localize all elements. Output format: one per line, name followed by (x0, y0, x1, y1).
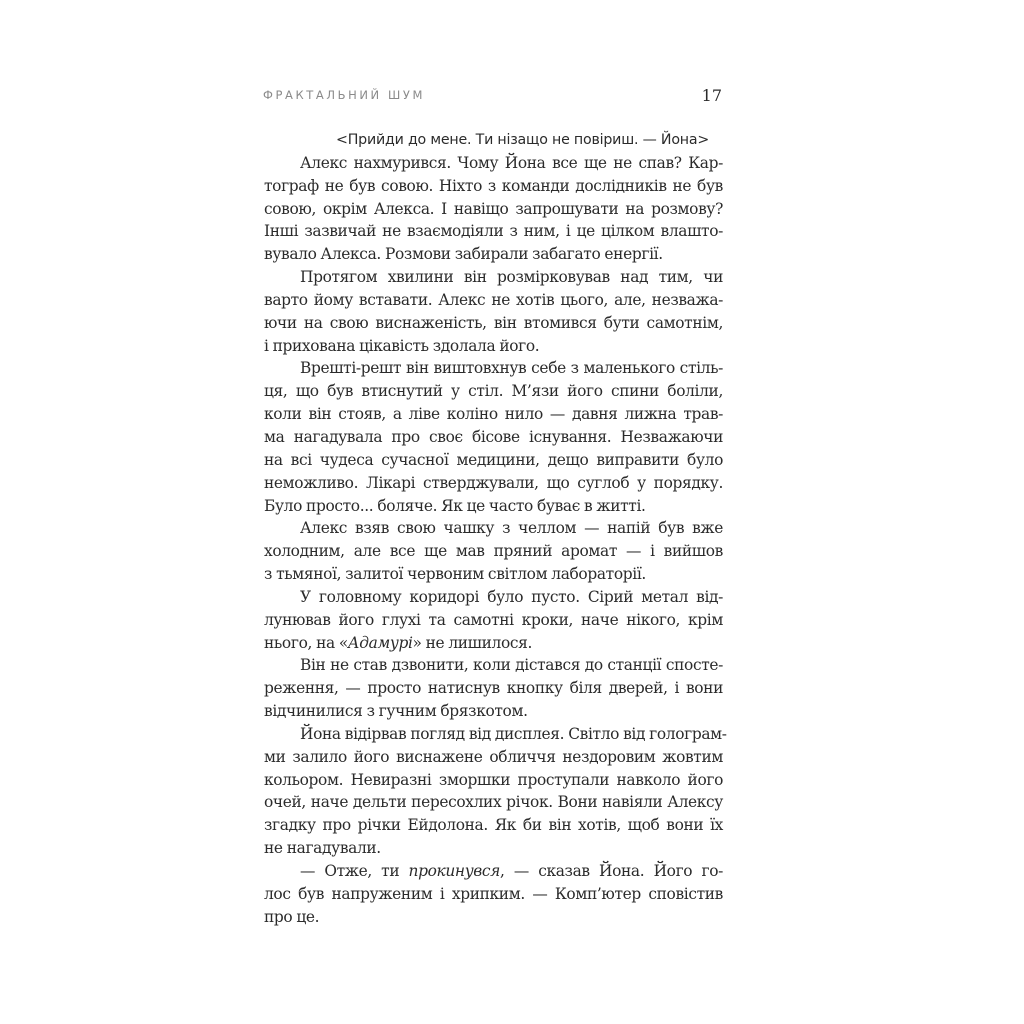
text-line: лос був напруженим і хрипким. — Комп’ютер сповістив (264, 884, 723, 903)
text-line: відчинилися з гучним брязкотом. (264, 702, 528, 721)
text-line: варто йому вставати. Алекс не хотів цього, але, незважа- (264, 290, 723, 309)
text-line: Врешті-решт він виштовхнув себе з маленького стіль- (300, 359, 723, 378)
text-line: совою, окрім Алекса. І навіщо запрошувати на розмову? (264, 199, 723, 218)
text-line: неможливо. Лікарі стверджували, що суглоб у порядку. (264, 473, 723, 492)
text-line: Йона відірвав погляд від дисплея. Світло від голограм- (300, 724, 727, 743)
paragraph (264, 654, 723, 723)
text-line: ма нагадувала про своє бісове існування. Незважаючи (264, 427, 723, 446)
paragraph (264, 517, 723, 586)
text-line: нього, на «Адамурі» не лишилося. (264, 633, 533, 652)
paragraph (264, 357, 723, 517)
running-head-title: ФРАКТАЛЬНИЙ ШУМ (263, 88, 426, 102)
text-line: не нагадували. (264, 839, 381, 858)
paragraph (264, 723, 727, 860)
text-line: реження, — просто натиснув кнопку біля дверей, і вони (264, 679, 723, 698)
text-line: і прихована цікавість здолала його. (264, 336, 540, 355)
text-line: згадку про річки Ейдолона. Як би він хотів, щоб вони їх (264, 816, 723, 835)
text-line: кольором. Невиразні зморшки проступали навколо його (264, 770, 723, 789)
text-line: з тьмяної, залитої червоним світлом лабораторії. (264, 565, 646, 584)
text-line: ця, що був втиснутий у стіл. М’язи його спини боліли, (264, 382, 723, 401)
text-line: — Отже, ти прокинувся, — сказав Йона. Його го- (300, 862, 723, 880)
text-line: ючи на свою виснаженість, він втомився бути самотнім, (264, 313, 723, 332)
text-line: Алекс нахмурився. Чому Йона все ще не спав? Кар- (300, 153, 723, 172)
text-line: Алекс взяв свою чашку з челлом — напій був вже (300, 519, 723, 538)
text-line: вувало Алекса. Розмови забирали забагато енергії. (264, 245, 663, 264)
paragraph (264, 860, 723, 929)
text-line: про це. (264, 907, 320, 926)
text-line: тограф не був совою. Ніхто з команди дослідників не був (264, 176, 723, 195)
text-line: холодним, але все ще мав пряний аромат — і вийшов (264, 542, 723, 561)
text-line: Він не став дзвонити, коли дістався до станції спосте- (300, 656, 723, 675)
text-line: на всі чудеса сучасної медицини, дещо виправити було (264, 450, 723, 469)
ship-name-italic: Адамурі (347, 633, 413, 652)
text-line: У головному коридорі було пусто. Сірий метал від- (300, 587, 723, 606)
text-line: лунював його глухі та самотні кроки, наче нікого, крім (264, 610, 723, 629)
body-text (264, 129, 727, 929)
paragraph (264, 152, 723, 266)
page-number: 17 (701, 86, 722, 105)
italic-word: прокинувся (408, 862, 501, 880)
text-line: очей, наче дельти пересохлих річок. Вони навіяли Алексу (264, 793, 723, 812)
text-line: Було просто... боляче. Як це часто буває в житті. (264, 496, 646, 515)
paragraph (264, 266, 723, 357)
text-line: Протягом хвилини він розмірковував над тим, чи (300, 268, 723, 287)
paragraph-message (264, 129, 723, 152)
text-line: Інші зазвичай не взаємодіяли з ним, і це цілком влашто- (264, 222, 723, 241)
paragraph (264, 586, 723, 655)
text-line: <Прийди до мене. Ти нізащо не повіриш. — Йона> (336, 132, 710, 148)
text-line: ми залило його виснажене обличчя нездоровим жовтим (264, 747, 723, 766)
text-line: коли він стояв, а ліве коліно нило — давня лижна трав- (264, 405, 723, 424)
